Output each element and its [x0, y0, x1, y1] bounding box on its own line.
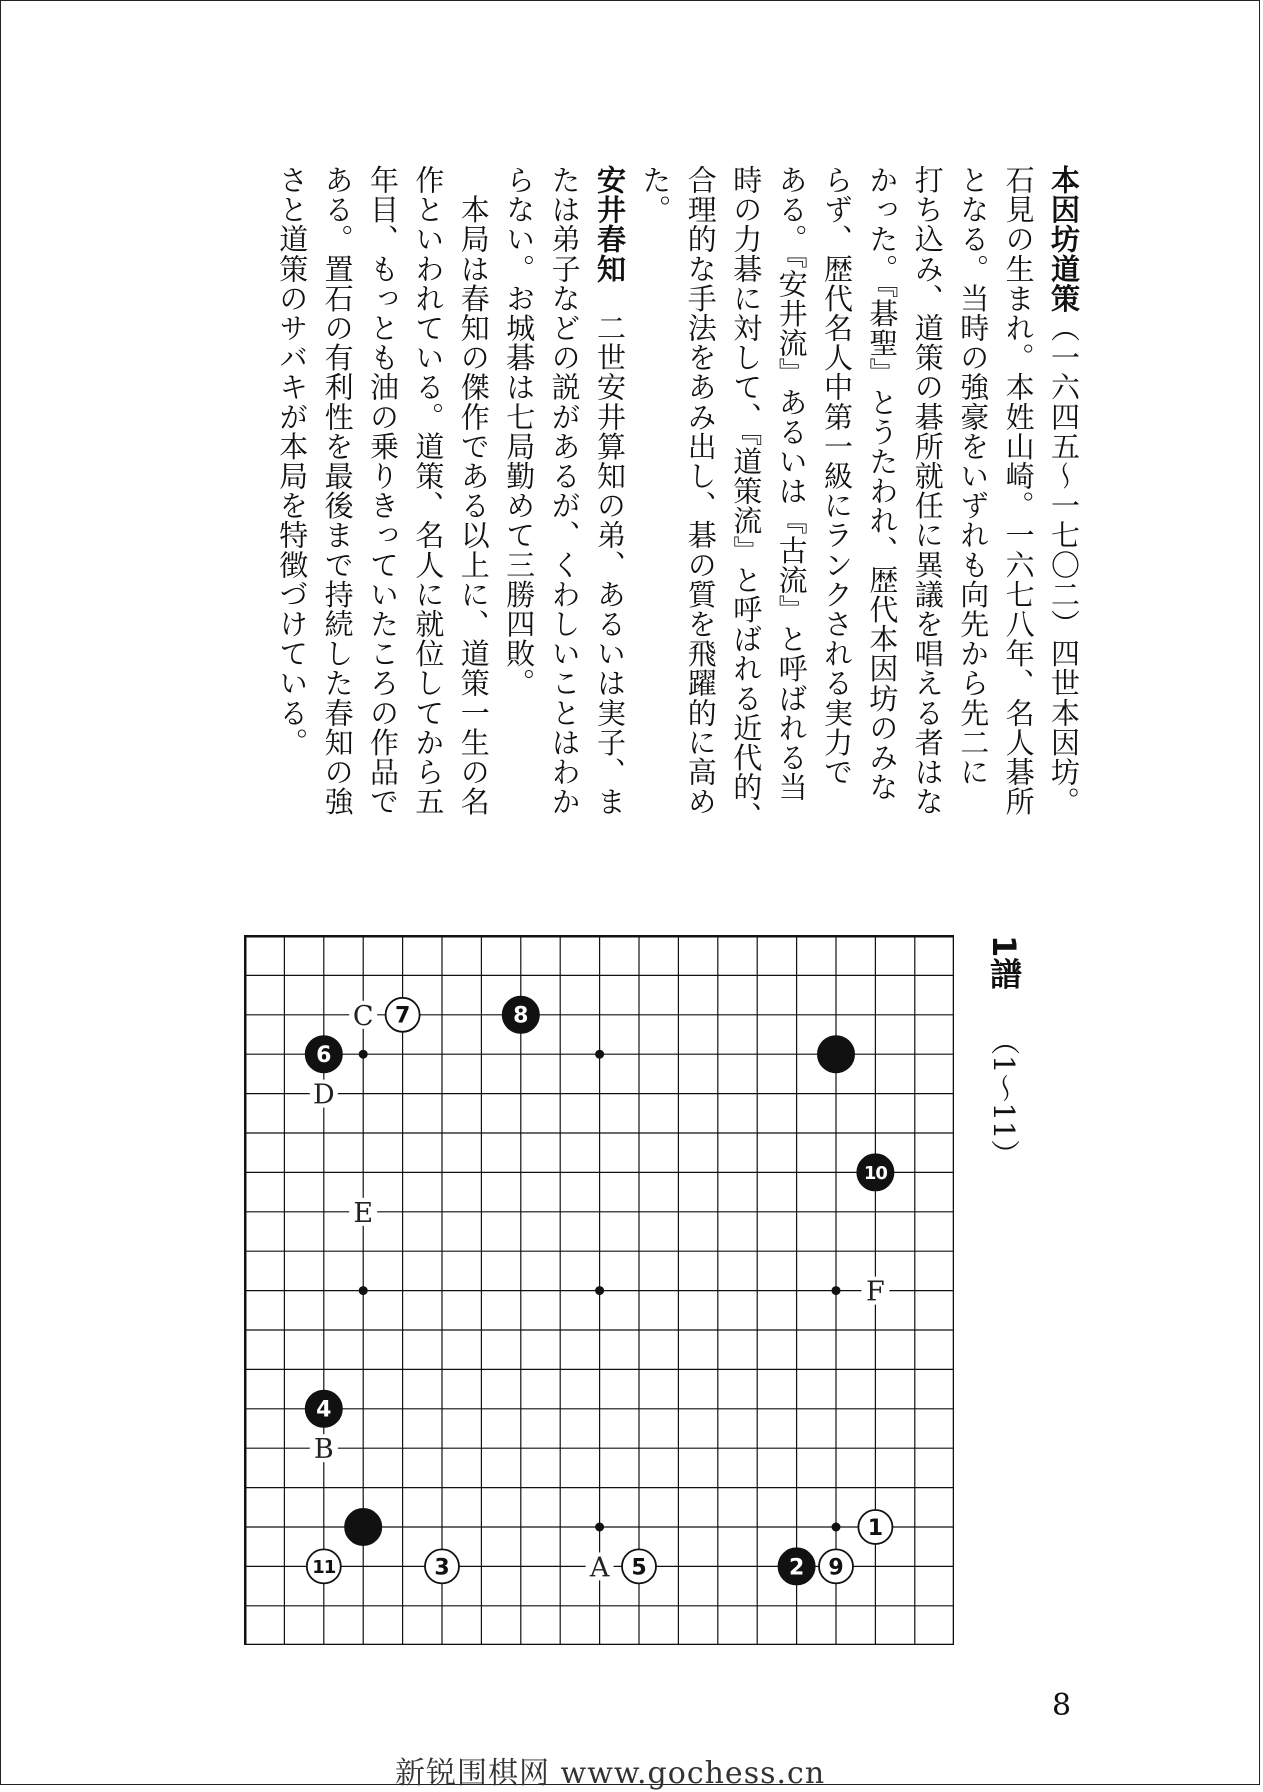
text-line: 合理的な手法をあみ出し、碁の質を飛躍的に高め: [683, 165, 718, 817]
star-point: [832, 1286, 841, 1295]
go-board: [244, 935, 954, 1645]
text-line: 石見の生まれ。本姓山崎。一六七八年、名人碁所: [1001, 165, 1036, 817]
text-column: [952, 165, 994, 787]
text-column: [407, 165, 449, 816]
text-column: [725, 165, 767, 831]
text-line: 時の力碁に対して、『道策流』と呼ばれる近代的、: [729, 165, 764, 832]
text-column: [634, 165, 676, 224]
text-column: [998, 165, 1040, 816]
text-column: [589, 165, 631, 816]
marker-label: C: [352, 1000, 374, 1032]
text-column: [861, 165, 903, 802]
move-number: 9: [828, 1555, 844, 1581]
text-column: [771, 165, 813, 802]
text-line: らない。お城碁は七局勤めて三勝四敗。: [502, 165, 537, 698]
text-line: た。: [638, 165, 673, 225]
text-column: [317, 165, 359, 816]
star-point: [359, 1050, 368, 1059]
move-number: 5: [631, 1555, 647, 1581]
figure-move-range: （1～11）: [987, 1026, 1021, 1169]
text-line: 打ち込み、道策の碁所就任に異議を唱える者はな: [910, 165, 945, 817]
term-heading: 安井春知: [593, 165, 627, 284]
move-number: 4: [316, 1397, 332, 1423]
marker-label: D: [312, 1079, 335, 1111]
text-line: ある。置石の有利性を最後まで持続した春知の強: [320, 165, 355, 817]
text-line: らず、歴代名人中第一級にランクされる実力で: [820, 165, 854, 787]
marker-label: B: [313, 1434, 334, 1466]
text-line: たは弟子などの説があるが、くわしいことはわか: [547, 165, 582, 817]
black-stone: [818, 1036, 855, 1073]
star-point: [359, 1286, 368, 1295]
marker-label: A: [589, 1552, 610, 1584]
text-column: [816, 165, 858, 787]
term-heading: 本因坊道策: [1047, 165, 1081, 313]
star-point: [595, 1286, 604, 1295]
text-column: [907, 165, 949, 816]
text-column: [271, 165, 313, 757]
commentary-text: [175, 165, 1085, 865]
text-column: [498, 165, 540, 698]
text-column: [1043, 165, 1085, 816]
marker-label: E: [353, 1197, 374, 1229]
move-number: 11: [312, 1556, 336, 1578]
text-line: 年目、もっとも油の乗りきっていたころの作品で: [366, 165, 400, 817]
text-line: 二世安井算知の弟、あるいは実子、ま: [593, 283, 627, 817]
figure-title: 1譜: [985, 935, 1023, 990]
text-line: （一六四五～一七〇二）四世本因坊。: [1047, 313, 1081, 817]
move-number: 2: [788, 1555, 805, 1581]
black-stone: [345, 1509, 382, 1546]
move-number: 6: [316, 1043, 332, 1069]
move-number: 1: [867, 1515, 884, 1541]
text-line: さと道策のサバキが本局を特徴づけている。: [275, 165, 310, 757]
marker-label: F: [866, 1276, 885, 1308]
text-column: [680, 165, 722, 816]
text-line: 作といわれている。道策、名人に就位してから五: [411, 165, 446, 817]
text-column: [544, 165, 586, 816]
text-column: [453, 165, 495, 816]
move-number: 10: [863, 1162, 887, 1184]
text-column: [362, 165, 404, 816]
move-number: 7: [394, 1003, 411, 1029]
star-point: [832, 1523, 841, 1532]
go-board-diagram: [244, 935, 954, 1649]
star-point: [595, 1050, 604, 1059]
star-point: [595, 1523, 604, 1532]
move-number: 3: [434, 1555, 450, 1581]
move-number: 8: [513, 1003, 529, 1029]
text-line: 本局は春知の傑作である以上に、道策一生の名: [456, 165, 491, 817]
text-line: ある。『安井流』あるいは『古流』と呼ばれる当: [774, 165, 809, 802]
watermark: 新锐围棋网 www.gochess.cn: [395, 1756, 826, 1791]
text-line: となる。当時の強豪をいずれも向先から先二に: [956, 165, 991, 787]
text-line: かった。『碁聖』とうたわれ、歴代本因坊のみな: [865, 165, 900, 802]
page-number: 8: [1052, 1688, 1072, 1723]
